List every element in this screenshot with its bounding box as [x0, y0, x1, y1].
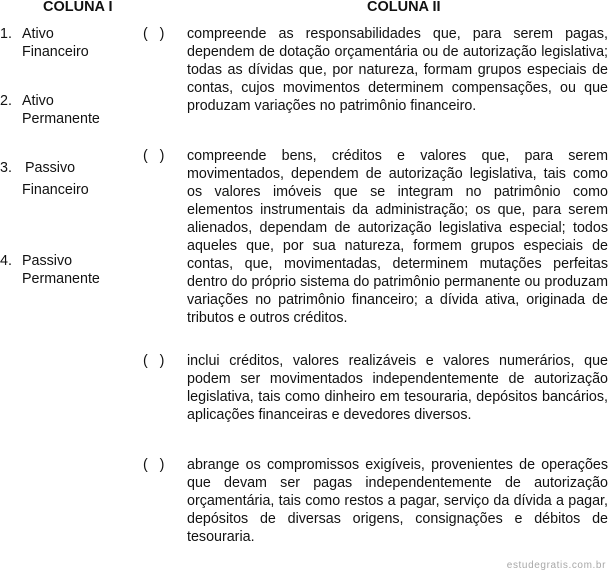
- column-2-text: abrange os compromissos exigíveis, provenientes de operações que devam ser pagas independentemente de autorização orçamentária, tais como restos a pagar, serviço da dívida a pagar, depósitos de diversas origens, consignações e débitos de tesouraria.: [187, 457, 608, 545]
- item-label-line1: Passivo: [22, 253, 73, 269]
- item-label-line1: Ativo: [22, 93, 54, 109]
- item-label-line2: Financeiro: [22, 44, 89, 60]
- answer-parentheses: ( ): [143, 353, 165, 369]
- item-label-line2: Permanente: [22, 111, 100, 127]
- watermark: estudegratis.com.br: [506, 560, 606, 571]
- column-1-header: COLUNA I: [43, 0, 113, 15]
- item-number: 1.: [0, 26, 12, 42]
- item-number: 3.: [0, 160, 12, 176]
- item-number: 4.: [0, 253, 12, 269]
- item-label-line2: Financeiro: [22, 182, 89, 198]
- item-label-line1: Ativo: [22, 26, 54, 42]
- answer-parentheses: ( ): [143, 457, 165, 473]
- answer-parentheses: ( ): [143, 148, 165, 164]
- column-2-text: compreende as responsabilidades que, para serem pagas, dependem de dotação orçamentária ou de autorização legislativa; todas as dívidas que, por natureza, formam grupos especiais de contas, cujos movimentos determinem compensações, ou que produzam variações no patrimônio financeiro.: [187, 26, 608, 114]
- item-number: 2.: [0, 93, 12, 109]
- item-label-line1: Passivo: [25, 160, 76, 176]
- item-label-line2: Permanente: [22, 271, 100, 287]
- answer-parentheses: ( ): [143, 26, 165, 42]
- column-2-text: inclui créditos, valores realizáveis e valores numerários, que podem ser movimentados independentemente de autorização legislativa, tais como dinheiro em tesouraria, depósitos bancários, aplicações financeiras e devedores diversos.: [187, 353, 608, 423]
- column-2-header: COLUNA II: [367, 0, 441, 15]
- column-2-text: compreende bens, créditos e valores que, para serem movimentados, dependem de autorização legislativa, tais como os valores imóveis que se integram no patrimônio como elementos instrumentais da administração; os que, para serem alienados, dependam de autorização legislativa especial; todos aqueles que, por sua natureza, formem grupos especiais de contas, que, movimentadas, determinem mutações perfeitas dentro do próprio sistema do patrimônio permanente ou produzam variações no patrimônio financeiro; a dívida ativa, originada de tributos e outros créditos.: [187, 148, 608, 326]
